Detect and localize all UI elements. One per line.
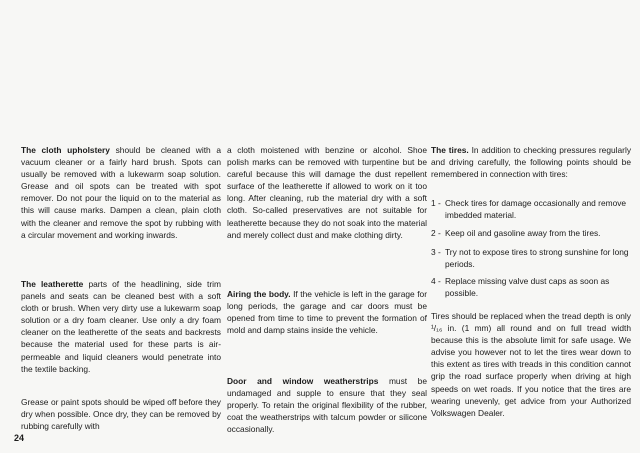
- list-item-text: Keep oil and gasoline away from the tires.: [445, 228, 601, 238]
- heading-tires: The tires.: [431, 145, 469, 155]
- list-item-text: Try not to expose tires to strong sunshine for long periods.: [445, 247, 629, 270]
- heading-airing-body: Airing the body.: [227, 289, 291, 299]
- text-cloth-upholstery: should be cleaned with a vacuum cleaner or a fairly hard brush. Spots can usually be removed with a lukewarm soap solution. Grease and oil spots can be treated with spot remover. Do not pour the liquid on to the material as this will cause marks. Dampen a clean, plain cloth with the cleaner and remove the spot by rubbing with a circular movement and working inwards.: [21, 145, 221, 240]
- list-item: [431, 275, 631, 299]
- text-leatherette: parts of the headlining, side trim panels and seats can be cleaned best with a soft cloth or brush. When very dirty use a lukewarm soap solution or a dry foam cleaner. Use only a dry foam cleaner on the leatherette of the seats and backrests because the material used for these parts is air-permeable and liquid cleaners would penetrate into the textile backing.: [21, 279, 221, 374]
- list-item-number: 4 -: [431, 276, 441, 286]
- paragraph-weatherstrips: [227, 375, 427, 435]
- paragraph-leatherette-continued: [227, 144, 427, 241]
- list-item: [431, 227, 631, 239]
- list-item-text: Check tires for damage occasionally and remove imbedded material.: [445, 198, 627, 221]
- list-item-number: 1 -: [431, 198, 441, 208]
- list-item-number: 3 -: [431, 247, 441, 257]
- heading-leatherette: The leatherette: [21, 279, 84, 289]
- list-item-number: 2 -: [431, 228, 441, 238]
- heading-weatherstrips: Door and window weatherstrips: [227, 376, 379, 386]
- page-number: 24: [14, 433, 25, 443]
- text-weatherstrips: must be undamaged and supple to ensure that they seal properly. To retain the original flexibility of the rubber, coat the weatherstrips with talcum powder or silicone occasionally.: [227, 376, 427, 435]
- list-item: [431, 246, 631, 270]
- paragraph-tire-replacement: [431, 310, 631, 419]
- paragraph-airing-body: [227, 288, 427, 336]
- paragraph-grease-spots: [21, 396, 221, 432]
- list-item-text: Replace missing valve dust caps as soon as possible.: [445, 276, 610, 299]
- text-tires: In addition to checking pressures regularly and driving carefully, the following points should be remembered in connection with tires:: [431, 145, 632, 180]
- text-tire-replacement: Tires should be replaced when the tread depth is only ¹/₁₆ in. (1 mm) all round and on full tread width because this is the absolute limit for safe usage. We advise you however not to let the tires wear down to this extent as tires with treads in this condition cannot grip the road surface properly when driving at high speeds on wet roads. If you notice that the tires are wearing unevenly, get advice from your Authorized Volkswagen Dealer.: [431, 311, 631, 418]
- text-airing-body: If the vehicle is left in the garage for long periods, the garage and car doors must be opened from time to time to prevent the formation of mold and damp stains inside the vehicle.: [227, 289, 427, 336]
- list-item: [431, 197, 631, 221]
- text-leatherette-continued: a cloth moistened with benzine or alcohol. Shoe polish marks can be removed with turpentine but be careful because this will damage the dust repellent surface of the leatherette if allowed to work on it too long. After cleaning, rub the material dry with a soft cloth. So-called preservatives are not suitable for leatherette because they do not soak into the material and merely collect dust and make clothing dirty.: [227, 145, 427, 240]
- text-grease-spots: Grease or paint spots should be wiped off before they dry when possible. Once dry, they can be removed by rubbing carefully with: [21, 397, 221, 432]
- paragraph-leatherette: [21, 278, 221, 375]
- paragraph-cloth-upholstery: [21, 144, 221, 241]
- heading-cloth-upholstery: The cloth upholstery: [21, 145, 110, 155]
- paragraph-tires: [431, 144, 631, 180]
